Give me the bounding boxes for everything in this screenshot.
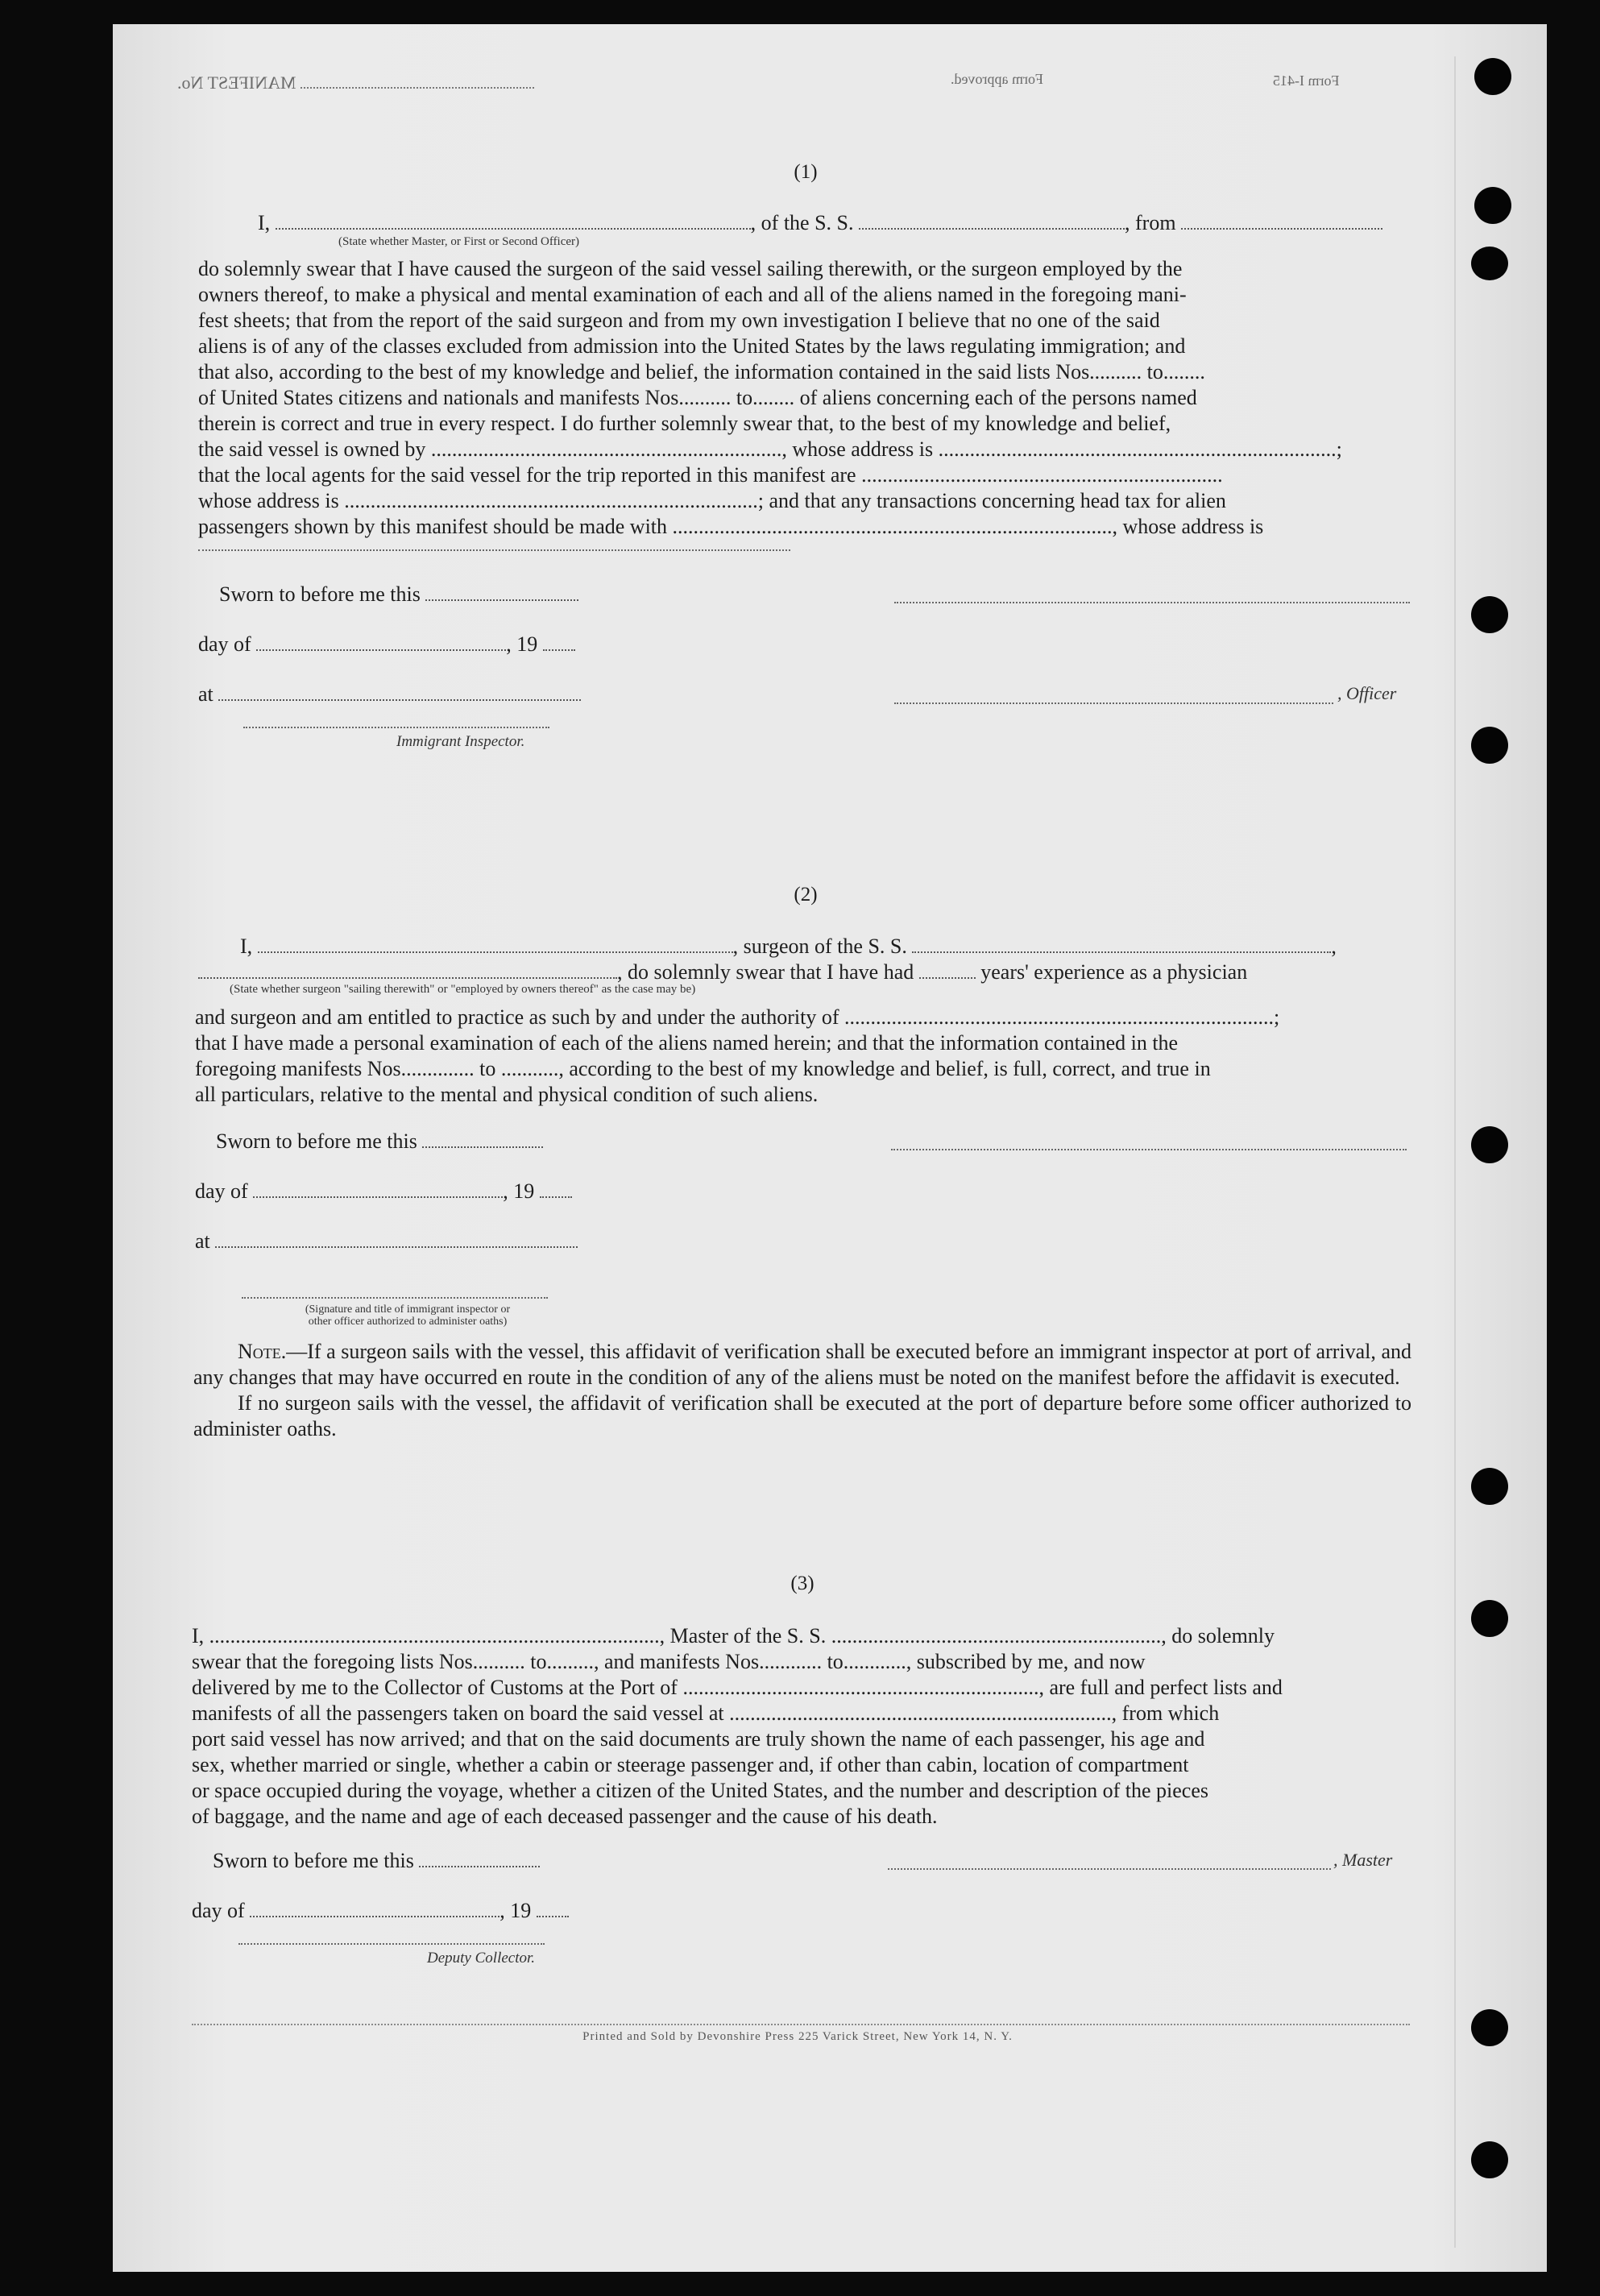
s2-intro-i: I, [240,935,253,958]
officer-name-field[interactable] [276,213,751,230]
s2-day-line [195,1179,572,1204]
s2-signature-field[interactable] [891,1149,1407,1150]
of-ss-label: , of the S. S. [750,211,854,234]
punch-hole [1471,1600,1508,1637]
intro-i: I, [258,211,271,234]
s1-month-field[interactable] [256,635,506,651]
s2-year-field[interactable] [540,1182,572,1198]
s1-sworn-date-field[interactable] [425,585,578,601]
s3-sworn-label: Sworn to before me this [213,1849,414,1872]
s1-line-5: that also, according to the best of my knowledge and belief, the information contained in the said lists Nos.......... to........ [198,360,1205,383]
note-block [193,1339,1411,1442]
punch-hole [1471,2141,1508,2178]
s3-year-field[interactable] [537,1901,569,1917]
s3-month-field[interactable] [250,1901,499,1917]
s3-body-line-3: delivered by me to the Collector of Customs at the Port of ...................................................................., are full and perfect lists and [192,1676,1283,1699]
s3-body-line-4: manifests of all the passengers taken on board the said vessel at ........................................................................., from which [192,1701,1220,1725]
s2-year-label: , 19 [503,1179,535,1203]
s2-at-line [195,1229,578,1254]
s1-sworn-label: Sworn to before me this [219,582,421,606]
s2-surgeon-type-field[interactable] [198,963,617,979]
s3-master-label: , Master [1333,1850,1393,1870]
section-2-body [195,1005,1413,1108]
s2-body-line-1: and surgeon and am entitled to practice as such by and under the authority of ..................................................................................; [195,1005,1280,1029]
punch-hole [1471,2009,1508,2046]
form-approved-label: Form approved. [951,71,1043,87]
s2-signature-caption [271,1303,545,1328]
s2-inspector-signature-field[interactable] [242,1297,548,1299]
s3-body-line-1: I, ......................................................................................, Master of the S. S. ..............................................................., do solemnly [192,1624,1275,1647]
s3-master-signature-field[interactable] [888,1868,1331,1870]
punch-hole [1471,727,1508,764]
s1-address-continuation-field[interactable] [198,549,790,551]
s2-intro-line: I, , surgeon of the S. S. , [240,935,1337,958]
s3-deputy-signature-field[interactable] [238,1943,545,1945]
s1-day-of-label: day of [198,632,251,656]
s1-line-3: fest sheets; that from the report of the said surgeon and from my own investigation I believe that no one of the said [198,309,1160,332]
s2-line-2 [198,960,1247,984]
section-1-body [198,256,1413,540]
s1-line-11: passengers shown by this manifest should be made with ...................................................................................., whose address is [198,515,1264,538]
section-1-intro-line [258,211,1382,235]
s1-at-label: at [198,682,213,706]
form-number-label: Form I-415 [1273,73,1340,89]
from-label: , from [1125,211,1176,234]
s2-vessel-name-field[interactable] [912,937,1331,953]
s3-deputy-label: Deputy Collector. [427,1950,536,1967]
s1-line-9: that the local agents for the said vessel for the trip reported in this manifest are ..................................................................... [198,463,1223,487]
s1-line-2: owners thereof, to make a physical and mental examination of each and all of the aliens named in the foregoing mani- [198,283,1187,306]
s2-years-label: years' experience as a physician [980,960,1248,984]
s1-inspector-label: Immigrant Inspector. [396,733,525,750]
punch-hole [1471,596,1508,633]
note-paragraph-1 [193,1339,1411,1390]
s3-body-line-2: swear that the foregoing lists Nos.......... to........., and manifests Nos............ to............, subscribed by me, and now [192,1650,1146,1673]
note-text-1: —If a surgeon sails with the vessel, this affidavit of verification shall be executed before an immigrant inspector at port of arrival, and any changes that may have occurred en route in the condition of any of the aliens must be noted on the manifest before the affidavit is executed. [193,1340,1411,1389]
punch-hole [1471,1468,1508,1505]
s2-day-of-label: day of [195,1179,248,1203]
s2-body-line-3: foregoing manifests Nos.............. to ..........., according to the best of my knowledge and belief, is full, correct, and true in [195,1057,1211,1080]
s2-at-label: at [195,1229,210,1253]
note-label: Note. [238,1340,287,1363]
s1-at-field[interactable] [218,685,581,701]
vessel-name-field[interactable] [859,213,1125,230]
s1-at-line [198,682,581,707]
s1-officer-label: , Officer [1337,683,1397,703]
s3-body-line-5: port said vessel has now arrived; and that on the said documents are truly shown the name of each passenger, his age and [192,1727,1205,1751]
s2-caption: (State whether surgeon "sailing therewith" or "employed by owners thereof" as the case may be) [230,983,696,996]
s3-day-line [192,1899,569,1923]
s2-swear-label: , do solemnly swear that I have had [617,960,914,984]
s3-sworn-line [213,1849,540,1873]
document-page [113,24,1547,2272]
footer-rule [192,2024,1410,2025]
s2-signature-caption-2: other officer authorized to administer oaths) [308,1316,508,1328]
s1-line-6: of United States citizens and nationals and manifests Nos.......... to........ of aliens concerning each of the persons named [198,386,1197,409]
s1-line-10: whose address is ...............................................................................; and that any transactions concerning head tax for alien [198,489,1226,512]
s2-years-field[interactable] [919,963,976,979]
s3-sworn-date-field[interactable] [419,1851,540,1867]
s1-line-1: do solemnly swear that I have caused the surgeon of the said vessel sailing therewith, or the surgeon employed by the [198,257,1183,280]
s3-day-of-label: day of [192,1899,245,1922]
note-paragraph-2: If no surgeon sails with the vessel, the affidavit of verification shall be executed at the port of departure before some officer authorized to administer oaths. [193,1391,1411,1440]
bleed-through-title [306,109,315,139]
s2-body-line-2: that I have made a personal examination of each of the aliens named herein; and that the information contained in the [195,1031,1179,1055]
manifest-no-text: MANIFEST No. [177,73,296,93]
margin-line [1454,56,1456,2248]
s1-line-7: therein is correct and true in every respect. I do further solemnly swear that, to the best of my knowledge and belief, [198,412,1171,435]
s3-body-line-7: or space occupied during the voyage, whether a citizen of the United States, and the number and description of the pieces [192,1779,1209,1802]
s3-year-label: , 19 [499,1899,532,1922]
punch-hole [1474,187,1511,224]
section-2-number: (2) [794,884,818,906]
s2-sworn-line [216,1129,543,1154]
s1-year-field[interactable] [543,635,575,651]
s1-sworn-line [219,582,578,607]
s1-inspector-signature-field[interactable] [243,727,549,728]
punch-hole [1471,1126,1508,1163]
s3-body-line-8: of baggage, and the name and age of each deceased passenger and the cause of his death. [192,1805,938,1828]
s1-signature-field[interactable] [894,602,1410,603]
punch-hole [1474,58,1511,95]
section-3-body [192,1623,1410,1830]
section-1-caption: (State whether Master, or First or Second Officer) [338,235,580,248]
s1-officer-signature-field[interactable] [894,702,1333,704]
punch-hole [1471,247,1508,280]
section-1-number: (1) [794,161,818,183]
s2-surgeon-name-field[interactable] [258,937,733,953]
s2-sworn-date-field[interactable] [422,1132,543,1148]
manifest-no-label [177,73,534,93]
section-3-number: (3) [790,1573,815,1594]
s3-body-line-6: sex, whether married or single, whether a cabin or steerage passenger and, if other than cabin, location of compartment [192,1753,1189,1776]
s2-body-line-4: all particulars, relative to the mental and physical condition of such aliens. [195,1083,819,1106]
printer-imprint: Printed and Sold by Devonshire Press 225 Varick Street, New York 14, N. Y. [582,2030,1013,2043]
s2-at-field[interactable] [215,1232,578,1248]
s1-year-label: , 19 [506,632,538,656]
s2-surgeon-of-label: , surgeon of the S. S. [732,935,907,958]
s2-signature-caption-1: (Signature and title of immigrant inspector or [305,1303,511,1316]
s2-sworn-label: Sworn to before me this [216,1129,417,1153]
s1-line-4: aliens is of any of the classes excluded from admission into the United States by the laws regulating immigration; and [198,334,1186,358]
s1-line-8: the said vessel is owned by ..................................................................., whose address is ............................................................................; [198,437,1342,461]
s1-day-line [198,632,575,657]
s2-month-field[interactable] [253,1182,503,1198]
from-port-field[interactable] [1181,213,1382,230]
